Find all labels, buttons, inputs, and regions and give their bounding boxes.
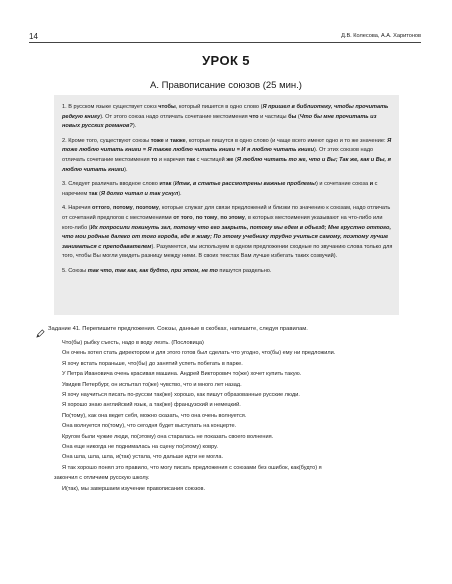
rule-text: и: [369, 181, 374, 188]
rule-text: бы: [288, 113, 297, 120]
section-title: А. Правописание союзов (25 мин.): [150, 80, 302, 91]
task-instruction: Задание 41. Перепишите предложения. Союзы, данные в скобках, напишите, следуя правилам.: [48, 326, 308, 332]
exercise-sentence: По(тому), как она ведет себя, можно сказать, что она очень волнуется.: [62, 412, 247, 419]
exercise-sentence: Я хорошо знаю английский язык, а так(же) французский и немецкий.: [62, 402, 241, 409]
rule-text: ).: [132, 123, 137, 130]
rule-text: ,: [192, 214, 196, 221]
rule-text: от того: [173, 214, 193, 221]
rule-text: Я пришел в библиотеку, чтобы прочитать редкую книгу: [62, 104, 389, 120]
rule-text: ,: [217, 214, 221, 221]
rule-text: также: [169, 137, 186, 144]
exercise-sentence: Я так хорошо понял это правило, что могу писать предложения с союзами без ошибок, как(будто) я: [62, 464, 322, 471]
rule-text: (: [296, 113, 300, 120]
rule-item: [62, 180, 393, 199]
rule-item: [62, 267, 393, 277]
rule-text: ). Разумеется, мы используем в одном предложении сходные по звучанию слова только для того, чтобы Вы могли увидеть разницу между ними. В своих текстах Вам лучше избегать таких созвучий).: [62, 243, 393, 260]
exercise-sentence: Я хочу встать пораньше, что(бы) до занятий успеть побегать в парке.: [62, 360, 243, 367]
exercise-sentence: Я хочу научиться писать по-русски так(же) хорошо, как пишут образованные русские люди.: [62, 392, 300, 399]
rule-text: (: [233, 156, 237, 163]
rule-text: , который пишется в одно слово (: [175, 104, 263, 110]
rule-text: с частицей: [195, 156, 227, 163]
rule-text: оттого: [92, 205, 110, 212]
exercise-sentence: Что(бы) рыбку съесть, надо в воду лезть. (Пословица): [62, 340, 204, 346]
rule-text: ). От этих союзов надо отличать сочетание местоимения: [62, 147, 374, 163]
rule-text: Следует различать вводное слово: [68, 181, 160, 188]
rule-text: по тому: [195, 214, 218, 221]
exercise-sentence: Кругом были чужие люди, по(этому) она старалась не показать своего волнения.: [62, 433, 274, 440]
rule-number: 1.: [62, 104, 69, 110]
rule-text: ,: [109, 205, 113, 212]
rule-text: Я тоже люблю читать книги = Я также люблю читать книги = И я люблю читать книги: [62, 137, 392, 154]
rule-text: по этому: [220, 214, 245, 221]
rule-text: Наречия: [68, 205, 93, 212]
exercise-sentence: У Петра Ивановича очень красивая машина. Андрей Викторович то(же) хочет купить такую.: [62, 371, 302, 378]
rules-box: [54, 95, 399, 315]
rule-text: , в которых местоимения указывают на что-либо или кого-либо (: [62, 214, 383, 231]
rule-number: 2.: [62, 137, 69, 144]
rule-number: 3.: [62, 181, 69, 188]
rule-text: Итак, в статье рассмотрены важные проблемы: [174, 181, 316, 188]
rule-item: [62, 103, 393, 132]
exercise-sentence: Она волнуется по(тому), что сегодня будет выступать на концерте.: [62, 423, 237, 430]
header-divider: [29, 42, 421, 43]
rule-text: Кроме того, существуют союзы: [68, 137, 151, 144]
rule-text: ).: [124, 166, 128, 173]
rule-text: с наречием: [62, 181, 378, 197]
page-number: 14: [29, 32, 38, 41]
rule-text: же: [226, 156, 234, 163]
pencil-icon: [36, 325, 45, 343]
exercise-sentence: закончил с отличием русскую школу.: [54, 475, 150, 482]
rule-text: так: [186, 156, 196, 163]
rule-text: ). От этого союза надо отличать сочетание местоимения: [100, 113, 250, 120]
rule-text: поэтому: [135, 205, 159, 212]
rule-text: (: [171, 181, 175, 188]
rule-text: итак: [159, 181, 172, 188]
rule-number: 5.: [62, 267, 69, 274]
rule-text: чтобы: [158, 104, 176, 110]
rule-text: и частицы: [258, 113, 289, 120]
rule-text: так: [88, 190, 98, 197]
exercise-sentence: Она еще никогда не поднималась на сцену по(этому) ковру.: [62, 444, 218, 451]
rule-text: так что, так как, как будто, при этом, не то: [87, 267, 218, 274]
rule-text: Их попросили покинуть зал, потому что его закрыть, потому мы едем в объезд; Мне грустно оттого, что мои родные далеко от того города, где я живу; По этому учебнику трудно учиться самому, поэтому лучше заниматься с преподавателем: [62, 224, 391, 250]
rule-text: пишутся раздельно.: [217, 267, 272, 274]
rule-text: Я люблю читать то же, что и Вы; Так же, как и Вы, я люблю читать книги: [62, 156, 391, 173]
rule-text: Что бы мне прочитать из новых русских романов?: [62, 113, 377, 130]
exercise-sentence: Увидев Петербург, он испытал то(же) чувство, что и много лет назад.: [62, 381, 242, 388]
rule-text: ) и сочетание союза: [315, 181, 370, 188]
rule-text: ,: [132, 205, 136, 212]
rule-text: потому: [112, 205, 133, 212]
rule-number: 4.: [62, 205, 69, 212]
rule-text: тоже: [150, 137, 164, 144]
rule-text: , которые пишутся в одно слово (и чаще всего имеют одно и то же значение:: [185, 137, 388, 144]
rule-text: Союзы: [68, 267, 88, 274]
rule-text: , которые служат для связи предложений и близки по значению к союзам, надо отличать от сочетаний предлогов с местоимениями: [62, 205, 391, 221]
running-head: Д.В. Колесова, А.А. Харитонов: [341, 33, 421, 39]
rule-text: то: [151, 156, 158, 163]
exercise-sentence: Он очень хотел стать директором и для этого готов был сделать что угодно, что(бы) ему ни предложили.: [62, 350, 336, 357]
rule-text: и: [163, 137, 170, 144]
rule-text: что: [249, 113, 259, 120]
rule-text: Я долго читал и так уснул: [100, 190, 179, 197]
rule-item: [62, 204, 393, 262]
exercise-sentence: Она шла, шла, шла, и(так) устала, что дальше идти не могла.: [62, 454, 224, 461]
rule-text: В русском языке существует союз: [68, 104, 159, 110]
exercise-sentence: И(так), мы завершаем изучение правописания союзов.: [62, 485, 206, 492]
rule-text: ).: [178, 190, 182, 197]
rule-text: (: [97, 190, 101, 197]
rule-item: [62, 137, 393, 175]
lesson-title: УРОК 5: [202, 53, 250, 68]
rule-text: и наречия: [157, 156, 187, 163]
exercise-list: [54, 338, 399, 494]
